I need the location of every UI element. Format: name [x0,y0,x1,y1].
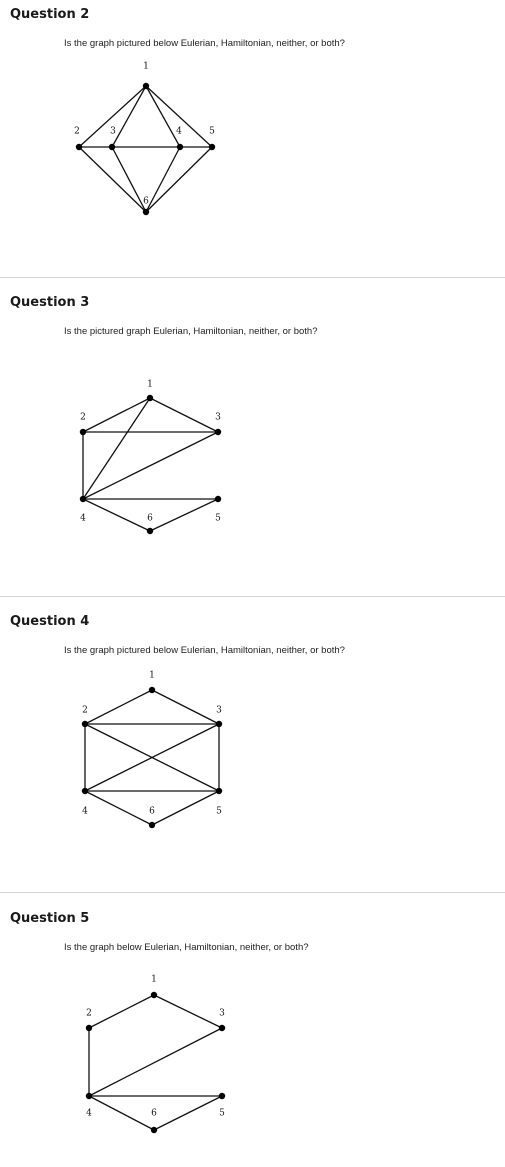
graph-edge-4-6 [89,1096,154,1130]
graph-vertex-label: 4 [80,513,86,524]
question-title: Question 2 [10,7,90,22]
graph-vertex-label: 2 [82,705,88,716]
graph-vertex-label: 1 [149,670,155,681]
graph-vertex-label: 6 [151,1108,157,1119]
graph-vertex-label: 3 [110,126,116,137]
question-title: Question 4 [10,614,90,629]
graph-vertex-label: 3 [216,705,222,716]
graph-vertex-5 [219,1093,225,1099]
graph-vertex-label: 3 [219,1008,225,1019]
graph-edge-5-6 [154,1096,222,1130]
question-title: Question 5 [10,911,90,926]
graph-vertex-label: 1 [143,61,149,72]
graph-vertex-label: 6 [149,806,155,817]
graph-vertex-label: 5 [216,806,222,817]
graph-vertex-label: 2 [86,1008,92,1019]
graph-vertex-label: 2 [74,126,80,137]
graph-vertex-label: 1 [147,379,153,390]
question-prompt: Is the graph pictured below Eulerian, Hamiltonian, neither, or both? [64,38,345,49]
graph-vertex-2 [86,1025,92,1031]
graph-vertex-1 [151,992,157,998]
graph-vertex-label: 5 [215,513,221,524]
graph-vertex-label: 4 [82,806,88,817]
question-title: Question 3 [10,295,90,310]
graph-edge-1-2 [89,995,154,1028]
graph-vertex-label: 1 [151,974,157,985]
graph-vertex-6 [151,1127,157,1133]
graph-vertex-label: 4 [176,126,182,137]
question-prompt: Is the pictured graph Eulerian, Hamiltonian, neither, or both? [64,326,318,337]
graph-vertex-3 [219,1025,225,1031]
graph-vertex-label: 5 [209,126,215,137]
graph-vertex-label: 5 [219,1108,225,1119]
graph-vertex-label: 2 [80,412,86,423]
graph-vertex-4 [86,1093,92,1099]
graph-vertex-label: 4 [86,1108,92,1119]
graph-vertex-label: 3 [215,412,221,423]
question-prompt: Is the graph pictured below Eulerian, Hamiltonian, neither, or both? [64,645,345,656]
graph-vertex-label: 6 [147,513,153,524]
graph-edge-3-4 [89,1028,222,1096]
question-prompt: Is the graph below Eulerian, Hamiltonian, neither, or both? [64,942,309,953]
graph-vertex-label: 6 [143,196,149,207]
graph-edge-1-3 [154,995,222,1028]
